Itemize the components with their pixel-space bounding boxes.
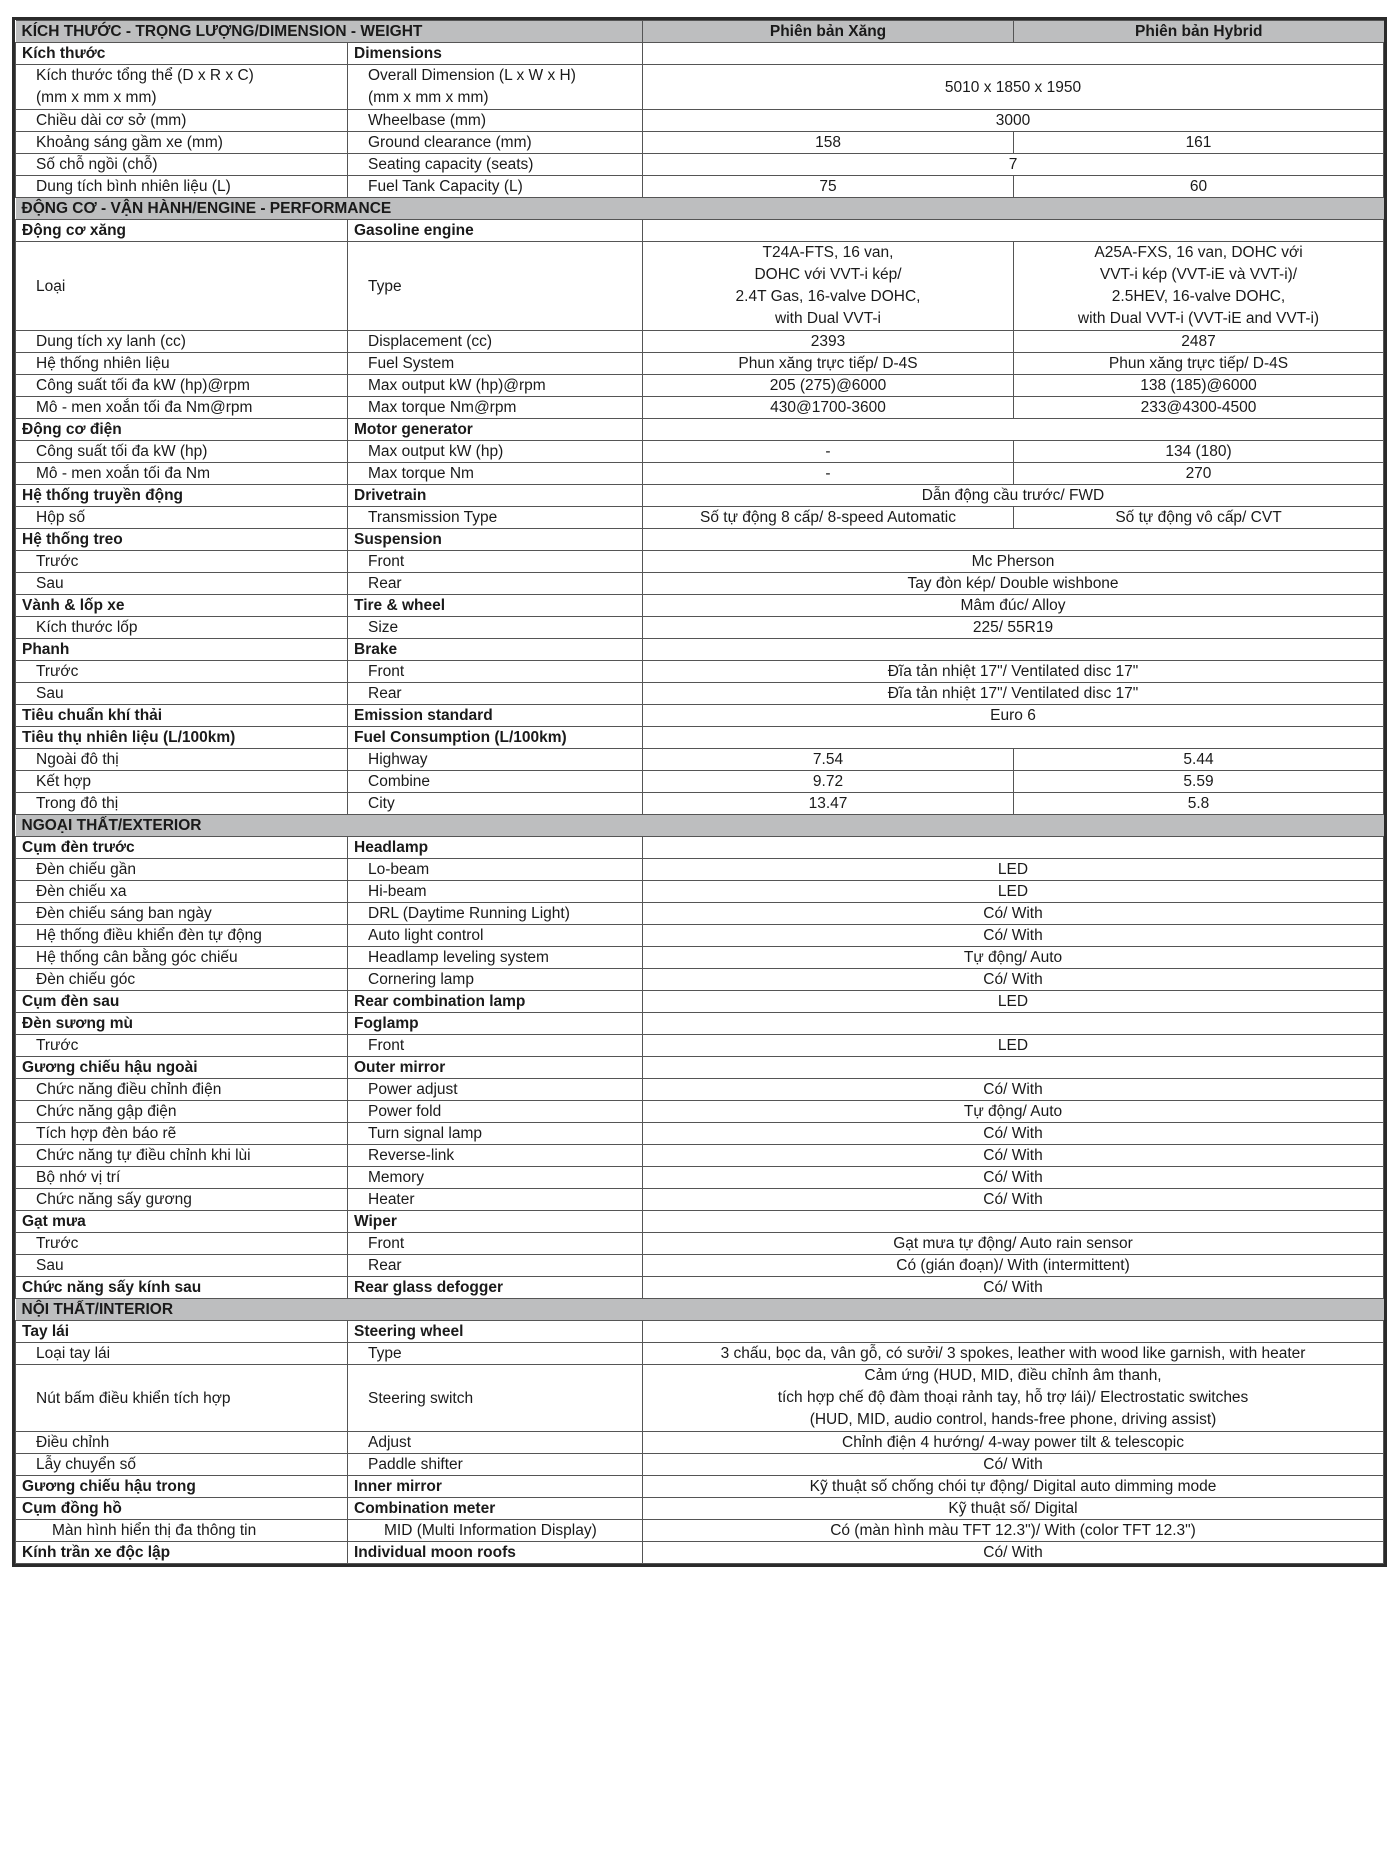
spec-value-both: Có/ With: [643, 969, 1384, 991]
spec-label-en: DRL (Daytime Running Light): [348, 903, 643, 925]
spec-label-vi: Tích hợp đèn báo rẽ: [16, 1123, 348, 1145]
spec-value-gasoline: Phun xăng trực tiếp/ D-4S: [643, 353, 1014, 375]
spec-label-en: City: [348, 793, 643, 815]
spec-label-en: Highway: [348, 749, 643, 771]
spec-group-row: [16, 43, 1384, 65]
spec-value-both: Cảm ứng (HUD, MID, điều chỉnh âm thanh, tích hợp chế độ đàm thoại rảnh tay, hỗ trợ lái)/ Electrostatic switches (HUD, MID, audio control, hands-free phone, driving assist): [643, 1365, 1384, 1432]
spec-label-en: Dimensions: [348, 43, 643, 65]
spec-value-both: 3000: [643, 110, 1384, 132]
spec-value-hybrid: 161: [1014, 132, 1384, 154]
spec-row: [16, 1123, 1384, 1145]
spec-value-gasoline: 158: [643, 132, 1014, 154]
spec-label-vi: Đèn chiếu góc: [16, 969, 348, 991]
spec-label-vi: Bộ nhớ vị trí: [16, 1167, 348, 1189]
spec-label-vi: Hệ thống truyền động: [16, 485, 348, 507]
section-title: ĐỘNG CƠ - VẬN HÀNH/ENGINE - PERFORMANCE: [16, 198, 1384, 220]
spec-row: [16, 947, 1384, 969]
spec-row: [16, 1145, 1384, 1167]
section-header-row: [16, 815, 1384, 837]
spec-value-empty: [643, 727, 1384, 749]
spec-value-hybrid: Phun xăng trực tiếp/ D-4S: [1014, 353, 1384, 375]
section-title-dimension: KÍCH THƯỚC - TRỌNG LƯỢNG/DIMENSION - WEIGHT: [16, 21, 643, 43]
spec-label-en: Headlamp: [348, 837, 643, 859]
spec-label-vi: Đèn chiếu sáng ban ngày: [16, 903, 348, 925]
spec-value-both: Dẫn động cầu trước/ FWD: [643, 485, 1384, 507]
spec-value-both: Có/ With: [643, 1189, 1384, 1211]
spec-row: [16, 110, 1384, 132]
spec-value-hybrid: 5.44: [1014, 749, 1384, 771]
spec-label-vi: Dung tích xy lanh (cc): [16, 331, 348, 353]
spec-value-both: Đĩa tản nhiệt 17"/ Ventilated disc 17": [643, 683, 1384, 705]
spec-value-both: Có/ With: [643, 1542, 1384, 1564]
spec-label-en: Transmission Type: [348, 507, 643, 529]
spec-value-both: Có/ With: [643, 1145, 1384, 1167]
spec-row: [16, 1520, 1384, 1542]
spec-value-hybrid: 134 (180): [1014, 441, 1384, 463]
spec-row: [16, 573, 1384, 595]
spec-value-gasoline: 2393: [643, 331, 1014, 353]
spec-value-gasoline: -: [643, 441, 1014, 463]
spec-label-vi: Loại tay lái: [16, 1343, 348, 1365]
spec-label-vi: Trong đô thị: [16, 793, 348, 815]
spec-value-empty: [643, 1211, 1384, 1233]
spec-label-vi: Cụm đèn trước: [16, 837, 348, 859]
spec-row: [16, 154, 1384, 176]
spec-value-both: 3 chấu, bọc da, vân gỗ, có sưởi/ 3 spokes, leather with wood like garnish, with heater: [643, 1343, 1384, 1365]
spec-label-en: Individual moon roofs: [348, 1542, 643, 1564]
spec-label-en: Max output kW (hp)@rpm: [348, 375, 643, 397]
spec-value-both: Có/ With: [643, 1277, 1384, 1299]
spec-label-vi: Động cơ xăng: [16, 220, 348, 242]
spec-label-vi: Tay lái: [16, 1321, 348, 1343]
spec-group-row: [16, 1057, 1384, 1079]
spec-label-vi: Hệ thống điều khiển đèn tự động: [16, 925, 348, 947]
spec-label-en: Auto light control: [348, 925, 643, 947]
spec-row: [16, 441, 1384, 463]
spec-label-vi: Ngoài đô thị: [16, 749, 348, 771]
spec-table: [15, 20, 1384, 1564]
spec-label-en: Seating capacity (seats): [348, 154, 643, 176]
spec-label-vi: Trước: [16, 661, 348, 683]
column-header-gasoline: Phiên bản Xăng: [643, 21, 1014, 43]
spec-value-both: Có (gián đoạn)/ With (intermittent): [643, 1255, 1384, 1277]
spec-label-vi: Đèn chiếu xa: [16, 881, 348, 903]
spec-row: [16, 1079, 1384, 1101]
spec-label-en: Drivetrain: [348, 485, 643, 507]
spec-value-both: 225/ 55R19: [643, 617, 1384, 639]
spec-row: [16, 176, 1384, 198]
spec-label-en: Adjust: [348, 1432, 643, 1454]
spec-value-hybrid: Số tự động vô cấp/ CVT: [1014, 507, 1384, 529]
spec-row: [16, 551, 1384, 573]
spec-value-both: Tự động/ Auto: [643, 947, 1384, 969]
spec-value-both: Có/ With: [643, 1123, 1384, 1145]
spec-label-en: Fuel Consumption (L/100km): [348, 727, 643, 749]
spec-row: [16, 881, 1384, 903]
spec-label-en: Combination meter: [348, 1498, 643, 1520]
spec-label-en: Tire & wheel: [348, 595, 643, 617]
spec-label-vi: Nút bấm điều khiển tích hợp: [16, 1365, 348, 1432]
spec-value-hybrid: 2487: [1014, 331, 1384, 353]
spec-label-en: Rear combination lamp: [348, 991, 643, 1013]
spec-group-row: [16, 419, 1384, 441]
spec-label-vi: Loại: [16, 242, 348, 331]
spec-group-row: [16, 529, 1384, 551]
spec-group-row: [16, 1476, 1384, 1498]
spec-label-en: Displacement (cc): [348, 331, 643, 353]
spec-label-vi: Chức năng gập điện: [16, 1101, 348, 1123]
spec-label-vi: Hộp số: [16, 507, 348, 529]
spec-label-vi: Cụm đèn sau: [16, 991, 348, 1013]
spec-row: [16, 1167, 1384, 1189]
spec-label-vi: Dung tích bình nhiên liệu (L): [16, 176, 348, 198]
spec-value-hybrid: 5.8: [1014, 793, 1384, 815]
spec-value-empty: [643, 1321, 1384, 1343]
spec-label-vi: Tiêu thụ nhiên liệu (L/100km): [16, 727, 348, 749]
spec-label-vi: Số chỗ ngồi (chỗ): [16, 154, 348, 176]
spec-label-en: Reverse-link: [348, 1145, 643, 1167]
spec-group-row: [16, 727, 1384, 749]
spec-label-en: Max output kW (hp): [348, 441, 643, 463]
spec-label-vi: Chức năng sấy kính sau: [16, 1277, 348, 1299]
spec-value-hybrid: 270: [1014, 463, 1384, 485]
column-header-hybrid: Phiên bản Hybrid: [1014, 21, 1384, 43]
spec-label-vi: Cụm đồng hồ: [16, 1498, 348, 1520]
spec-value-empty: [643, 1013, 1384, 1035]
spec-group-row: [16, 1321, 1384, 1343]
spec-label-en: Foglamp: [348, 1013, 643, 1035]
spec-label-vi: Gạt mưa: [16, 1211, 348, 1233]
spec-label-vi: Hệ thống cân bằng góc chiếu: [16, 947, 348, 969]
spec-value-gasoline: T24A-FTS, 16 van, DOHC với VVT-i kép/ 2.4T Gas, 16-valve DOHC, with Dual VVT-i: [643, 242, 1014, 331]
spec-value-both: Chỉnh điện 4 hướng/ 4-way power tilt & telescopic: [643, 1432, 1384, 1454]
spec-label-vi: Lẫy chuyển số: [16, 1454, 348, 1476]
spec-label-vi: Gương chiếu hậu ngoài: [16, 1057, 348, 1079]
spec-label-en: Gasoline engine: [348, 220, 643, 242]
spec-label-en: Wheelbase (mm): [348, 110, 643, 132]
spec-row: [16, 859, 1384, 881]
spec-label-vi: Kết hợp: [16, 771, 348, 793]
spec-value-empty: [643, 529, 1384, 551]
spec-label-vi: Công suất tối đa kW (hp)@rpm: [16, 375, 348, 397]
spec-value-both: Có/ With: [643, 1454, 1384, 1476]
spec-value-both: Mâm đúc/ Alloy: [643, 595, 1384, 617]
spec-row: [16, 463, 1384, 485]
spec-label-en: Rear: [348, 683, 643, 705]
spec-row: [16, 969, 1384, 991]
spec-value-both: Có (màn hình màu TFT 12.3")/ With (color TFT 12.3"): [643, 1520, 1384, 1542]
spec-label-vi: Vành & lốp xe: [16, 595, 348, 617]
spec-label-vi: Trước: [16, 1233, 348, 1255]
spec-row: [16, 1365, 1384, 1432]
spec-label-en: Type: [348, 242, 643, 331]
spec-label-en: MID (Multi Information Display): [348, 1520, 643, 1542]
spec-value-empty: [643, 1057, 1384, 1079]
spec-row: [16, 375, 1384, 397]
spec-value-both: LED: [643, 1035, 1384, 1057]
spec-label-en: Power fold: [348, 1101, 643, 1123]
spec-label-en: Paddle shifter: [348, 1454, 643, 1476]
spec-label-en: Heater: [348, 1189, 643, 1211]
spec-group-row: [16, 220, 1384, 242]
spec-label-vi: Sau: [16, 573, 348, 595]
spec-label-en: Max torque Nm@rpm: [348, 397, 643, 419]
spec-group-row: [16, 1211, 1384, 1233]
spec-row: [16, 1255, 1384, 1277]
spec-label-en: Ground clearance (mm): [348, 132, 643, 154]
spec-label-en: Wiper: [348, 1211, 643, 1233]
spec-label-vi: Chức năng điều chỉnh điện: [16, 1079, 348, 1101]
spec-label-vi: Điều chỉnh: [16, 1432, 348, 1454]
spec-value-gasoline: 9.72: [643, 771, 1014, 793]
spec-value-empty: [643, 43, 1384, 65]
spec-value-gasoline: 7.54: [643, 749, 1014, 771]
spec-label-en: Hi-beam: [348, 881, 643, 903]
spec-row: [16, 1454, 1384, 1476]
spec-label-vi: Mô - men xoắn tối đa Nm: [16, 463, 348, 485]
table-header-row: [16, 21, 1384, 43]
spec-row: [16, 65, 1384, 110]
spec-label-en: Inner mirror: [348, 1476, 643, 1498]
spec-row: [16, 617, 1384, 639]
spec-label-vi: Phanh: [16, 639, 348, 661]
spec-label-en: Fuel Tank Capacity (L): [348, 176, 643, 198]
spec-group-row: [16, 595, 1384, 617]
spec-label-en: Rear glass defogger: [348, 1277, 643, 1299]
spec-row: [16, 771, 1384, 793]
spec-label-en: Fuel System: [348, 353, 643, 375]
spec-row: [16, 1189, 1384, 1211]
spec-label-vi: Sau: [16, 1255, 348, 1277]
spec-label-en: Front: [348, 661, 643, 683]
spec-label-vi: Động cơ điện: [16, 419, 348, 441]
spec-label-en: Overall Dimension (L x W x H) (mm x mm x mm): [348, 65, 643, 110]
spec-value-both: Có/ With: [643, 903, 1384, 925]
spec-label-en: Type: [348, 1343, 643, 1365]
spec-row: [16, 793, 1384, 815]
spec-group-row: [16, 485, 1384, 507]
spec-row: [16, 749, 1384, 771]
spec-row: [16, 507, 1384, 529]
spec-label-vi: Khoảng sáng gầm xe (mm): [16, 132, 348, 154]
section-title: NGOẠI THẤT/EXTERIOR: [16, 815, 1384, 837]
spec-label-en: Power adjust: [348, 1079, 643, 1101]
spec-value-gasoline: 13.47: [643, 793, 1014, 815]
spec-label-en: Brake: [348, 639, 643, 661]
spec-label-vi: Công suất tối đa kW (hp): [16, 441, 348, 463]
spec-group-row: [16, 1013, 1384, 1035]
spec-label-vi: Chiều dài cơ sở (mm): [16, 110, 348, 132]
spec-label-en: Size: [348, 617, 643, 639]
spec-label-en: Combine: [348, 771, 643, 793]
spec-label-en: Outer mirror: [348, 1057, 643, 1079]
spec-value-both: LED: [643, 881, 1384, 903]
spec-value-both: Mc Pherson: [643, 551, 1384, 573]
spec-value-gasoline: 75: [643, 176, 1014, 198]
spec-row: [16, 683, 1384, 705]
spec-label-vi: Đèn chiếu gần: [16, 859, 348, 881]
spec-group-row: [16, 1542, 1384, 1564]
section-title: NỘI THẤT/INTERIOR: [16, 1299, 1384, 1321]
spec-value-gasoline: -: [643, 463, 1014, 485]
spec-label-vi: Màn hình hiển thị đa thông tin: [16, 1520, 348, 1542]
spec-label-en: Rear: [348, 573, 643, 595]
spec-row: [16, 1432, 1384, 1454]
spec-value-empty: [643, 837, 1384, 859]
spec-row: [16, 331, 1384, 353]
spec-label-en: Suspension: [348, 529, 643, 551]
spec-label-vi: Gương chiếu hậu trong: [16, 1476, 348, 1498]
spec-group-row: [16, 991, 1384, 1013]
spec-label-en: Headlamp leveling system: [348, 947, 643, 969]
spec-value-both: Tự động/ Auto: [643, 1101, 1384, 1123]
spec-label-vi: Kích thước lốp: [16, 617, 348, 639]
spec-value-empty: [643, 419, 1384, 441]
spec-value-hybrid: 60: [1014, 176, 1384, 198]
spec-row: [16, 132, 1384, 154]
spec-value-gasoline: 430@1700-3600: [643, 397, 1014, 419]
spec-value-empty: [643, 639, 1384, 661]
spec-group-row: [16, 837, 1384, 859]
spec-row: [16, 661, 1384, 683]
spec-label-en: Emission standard: [348, 705, 643, 727]
spec-group-row: [16, 1498, 1384, 1520]
spec-label-vi: Hệ thống treo: [16, 529, 348, 551]
spec-group-row: [16, 1277, 1384, 1299]
spec-value-both: LED: [643, 991, 1384, 1013]
spec-label-en: Rear: [348, 1255, 643, 1277]
spec-label-vi: Tiêu chuẩn khí thải: [16, 705, 348, 727]
spec-label-vi: Chức năng tự điều chỉnh khi lùi: [16, 1145, 348, 1167]
spec-value-both: Có/ With: [643, 1167, 1384, 1189]
spec-row: [16, 353, 1384, 375]
spec-row: [16, 1101, 1384, 1123]
spec-row: [16, 903, 1384, 925]
spec-value-both: Kỹ thuật số chống chói tự động/ Digital auto dimming mode: [643, 1476, 1384, 1498]
spec-label-en: Lo-beam: [348, 859, 643, 881]
spec-label-en: Steering wheel: [348, 1321, 643, 1343]
spec-group-row: [16, 705, 1384, 727]
spec-label-vi: Kích thước: [16, 43, 348, 65]
spec-value-both: 7: [643, 154, 1384, 176]
spec-value-both: LED: [643, 859, 1384, 881]
spec-group-row: [16, 639, 1384, 661]
spec-value-both: Đĩa tản nhiệt 17"/ Ventilated disc 17": [643, 661, 1384, 683]
spec-label-vi: Sau: [16, 683, 348, 705]
spec-label-en: Memory: [348, 1167, 643, 1189]
spec-value-both: Gạt mưa tự động/ Auto rain sensor: [643, 1233, 1384, 1255]
spec-value-hybrid: A25A-FXS, 16 van, DOHC với VVT-i kép (VVT-iE và VVT-i)/ 2.5HEV, 16-valve DOHC, with Dual VVT-i (VVT-iE and VVT-i): [1014, 242, 1384, 331]
spec-value-gasoline: Số tự động 8 cấp/ 8-speed Automatic: [643, 507, 1014, 529]
spec-value-gasoline: 205 (275)@6000: [643, 375, 1014, 397]
spec-value-both: Có/ With: [643, 925, 1384, 947]
spec-value-hybrid: 233@4300-4500: [1014, 397, 1384, 419]
section-header-row: [16, 198, 1384, 220]
spec-row: [16, 397, 1384, 419]
spec-label-vi: Mô - men xoắn tối đa Nm@rpm: [16, 397, 348, 419]
spec-label-en: Steering switch: [348, 1365, 643, 1432]
spec-value-both: Có/ With: [643, 1079, 1384, 1101]
spec-sheet: [12, 17, 1387, 1567]
spec-label-vi: Kích thước tổng thể (D x R x C) (mm x mm x mm): [16, 65, 348, 110]
spec-value-empty: [643, 220, 1384, 242]
section-header-row: [16, 1299, 1384, 1321]
spec-value-both: Kỹ thuật số/ Digital: [643, 1498, 1384, 1520]
spec-label-vi: Đèn sương mù: [16, 1013, 348, 1035]
spec-value-both: Euro 6: [643, 705, 1384, 727]
spec-label-vi: Hệ thống nhiên liệu: [16, 353, 348, 375]
spec-value-hybrid: 138 (185)@6000: [1014, 375, 1384, 397]
spec-label-en: Max torque Nm: [348, 463, 643, 485]
spec-row: [16, 242, 1384, 331]
spec-row: [16, 1035, 1384, 1057]
spec-label-vi: Chức năng sấy gương: [16, 1189, 348, 1211]
spec-label-en: Motor generator: [348, 419, 643, 441]
spec-label-vi: Trước: [16, 551, 348, 573]
spec-row: [16, 1233, 1384, 1255]
spec-label-en: Turn signal lamp: [348, 1123, 643, 1145]
spec-label-vi: Kính trần xe độc lập: [16, 1542, 348, 1564]
spec-value-both: Tay đòn kép/ Double wishbone: [643, 573, 1384, 595]
spec-label-en: Front: [348, 1233, 643, 1255]
spec-label-en: Cornering lamp: [348, 969, 643, 991]
spec-label-vi: Trước: [16, 1035, 348, 1057]
spec-label-en: Front: [348, 1035, 643, 1057]
spec-label-en: Front: [348, 551, 643, 573]
spec-row: [16, 925, 1384, 947]
spec-row: [16, 1343, 1384, 1365]
spec-value-hybrid: 5.59: [1014, 771, 1384, 793]
spec-value-both: 5010 x 1850 x 1950: [643, 65, 1384, 110]
